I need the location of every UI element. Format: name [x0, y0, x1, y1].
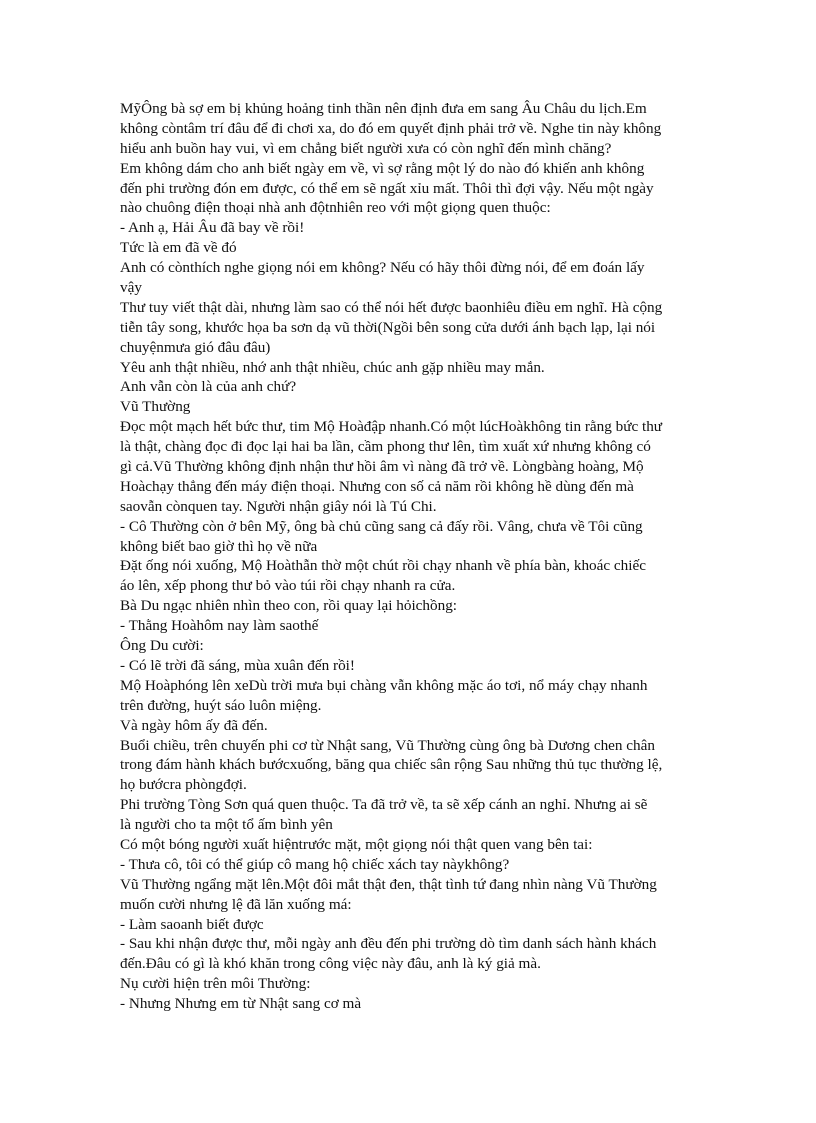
- text-line: áo lên, xếp phong thư bỏ vào túi rồi chạy nhanh ra cửa.: [120, 577, 456, 595]
- text-line: trên đường, huýt sáo luôn miệng.: [120, 696, 322, 714]
- text-line: tiễn tây song, khước họa ba sơn dạ vũ thời(Ngồi bên song cửa dưới ánh bạch lạp, lại nói: [120, 318, 656, 336]
- text-line: Hoàchạy thẳng đến máy điện thoại. Nhưng con số cả năm rồi không hề dùng đến mà: [120, 477, 634, 495]
- text-line: vậy: [120, 279, 142, 297]
- text-line: Thư tuy viết thật dài, nhưng làm sao có thể nói hết được baonhiêu điều em nghĩ. Hà cộng: [120, 298, 663, 316]
- text-line: Anh vẫn còn là của anh chứ?: [120, 378, 297, 396]
- text-line: đến phi trường đón em được, có thể em sẽ ngất xỉu mất. Thôi thì đợi vậy. Nếu một ngày: [120, 179, 654, 197]
- text-line: không biết bao giờ thì họ về nữa: [120, 537, 318, 555]
- text-line: - Có lẽ trời đã sáng, mùa xuân đến rồi!: [120, 656, 355, 674]
- text-line: - Nhưng Nhưng em từ Nhật sang cơ mà: [120, 995, 362, 1013]
- text-line: hiểu anh buồn hay vui, vì em chẳng biết người xưa có còn nghĩ đến mình chăng?: [120, 139, 612, 157]
- text-line: Ông Du cười:: [120, 637, 204, 655]
- text-line: - Sau khi nhận được thư, mỗi ngày anh đều đến phi trường dò tìm danh sách hành khách: [120, 935, 657, 953]
- text-line: gì cả.Vũ Thường không định nhận thư hồi âm vì nàng đã trở về. Lòngbàng hoàng, Mộ: [120, 458, 644, 476]
- text-line: chuyệnmưa gió đâu đâu): [120, 338, 271, 356]
- text-line: Buổi chiều, trên chuyến phi cơ từ Nhật sang, Vũ Thường cùng ông bà Dương chen chân: [120, 736, 655, 754]
- text-line: MỹÔng bà sợ em bị khủng hoảng tinh thần nên định đưa em sang Âu Châu du lịch.Em: [120, 100, 647, 117]
- text-line: Tức là em đã về đó: [120, 239, 237, 257]
- text-line: không còntâm trí đâu để đi chơi xa, do đó em quyết định phải trở về. Nghe tin này không: [120, 119, 662, 137]
- text-line: - Thưa cô, tôi có thể giúp cô mang hộ chiếc xách tay nàykhông?: [120, 855, 510, 873]
- text-line: là người cho ta một tổ ấm bình yên: [120, 816, 333, 834]
- text-line: Và ngày hôm ấy đã đến.: [120, 716, 268, 734]
- text-line: Vũ Thường ngẩng mặt lên.Một đôi mắt thật đen, thật tình tứ đang nhìn nàng Vũ Thường: [120, 875, 657, 893]
- text-line: saovẫn cònquen tay. Người nhận giây nói là Tú Chi.: [120, 497, 437, 515]
- text-line: Vũ Thường: [120, 398, 191, 416]
- text-line: Đọc một mạch hết bức thư, tim Mộ Hoàđập nhanh.Có một lúcHoàkhông tin rằng bức thư: [120, 418, 663, 436]
- text-line: Bà Du ngạc nhiên nhìn theo con, rồi quay lại hỏichồng:: [120, 597, 458, 615]
- text-line: - Cô Thường còn ở bên Mỹ, ông bà chủ cũng sang cả đấy rồi. Vâng, chưa về Tôi cũng: [120, 517, 643, 535]
- text-line: Anh có cònthích nghe giọng nói em không? Nếu có hãy thôi đừng nói, để em đoán lấy: [120, 259, 645, 277]
- text-line: trong đám hành khách bướcxuống, băng qua chiếc sân rộng Sau những thủ tục thường lệ,: [120, 756, 663, 774]
- document-body: [120, 99, 700, 1014]
- text-line: - Làm saoanh biết được: [120, 915, 264, 933]
- text-line: Nụ cười hiện trên môi Thường:: [120, 975, 311, 993]
- text-line: - Thằng Hoàhôm nay làm saothế: [120, 617, 319, 635]
- text-line: muốn cười nhưng lệ đã lăn xuống má:: [120, 895, 352, 913]
- text-line: Em không dám cho anh biết ngày em về, vì sợ rằng một lý do nào đó khiến anh không: [120, 159, 645, 177]
- text-line: Yêu anh thật nhiều, nhớ anh thật nhiều, chúc anh gặp nhiều may mắn.: [120, 358, 545, 376]
- text-line: Có một bóng người xuất hiệntrước mặt, một giọng nói thật quen vang bên tai:: [120, 835, 593, 853]
- text-line: - Anh ạ, Hải Âu đã bay về rồi!: [120, 219, 305, 237]
- text-line: Mộ Hoàphóng lên xeDù trời mưa bụi chàng vẫn không mặc áo tơi, nổ máy chạy nhanh: [120, 676, 648, 694]
- text-line: họ bướcra phòngđợi.: [120, 776, 247, 794]
- text-line: đến.Đâu có gì là khó khăn trong công việc này đâu, anh là ký giả mà.: [120, 955, 541, 973]
- text-line: là thật, chàng đọc đi đọc lại hai ba lần, cầm phong thư lên, tìm xuất xứ nhưng không có: [120, 438, 651, 456]
- text-line: Đặt ống nói xuống, Mộ Hoàthẫn thờ một chút rồi chạy nhanh về phía bàn, khoác chiếc: [120, 557, 646, 575]
- text-line: Phi trường Tòng Sơn quá quen thuộc. Ta đã trở về, ta sẽ xếp cánh an nghỉ. Nhưng ai sẽ: [120, 796, 648, 814]
- text-line: nào chuông điện thoại nhà anh độtnhiên reo với một giọng quen thuộc:: [120, 199, 551, 217]
